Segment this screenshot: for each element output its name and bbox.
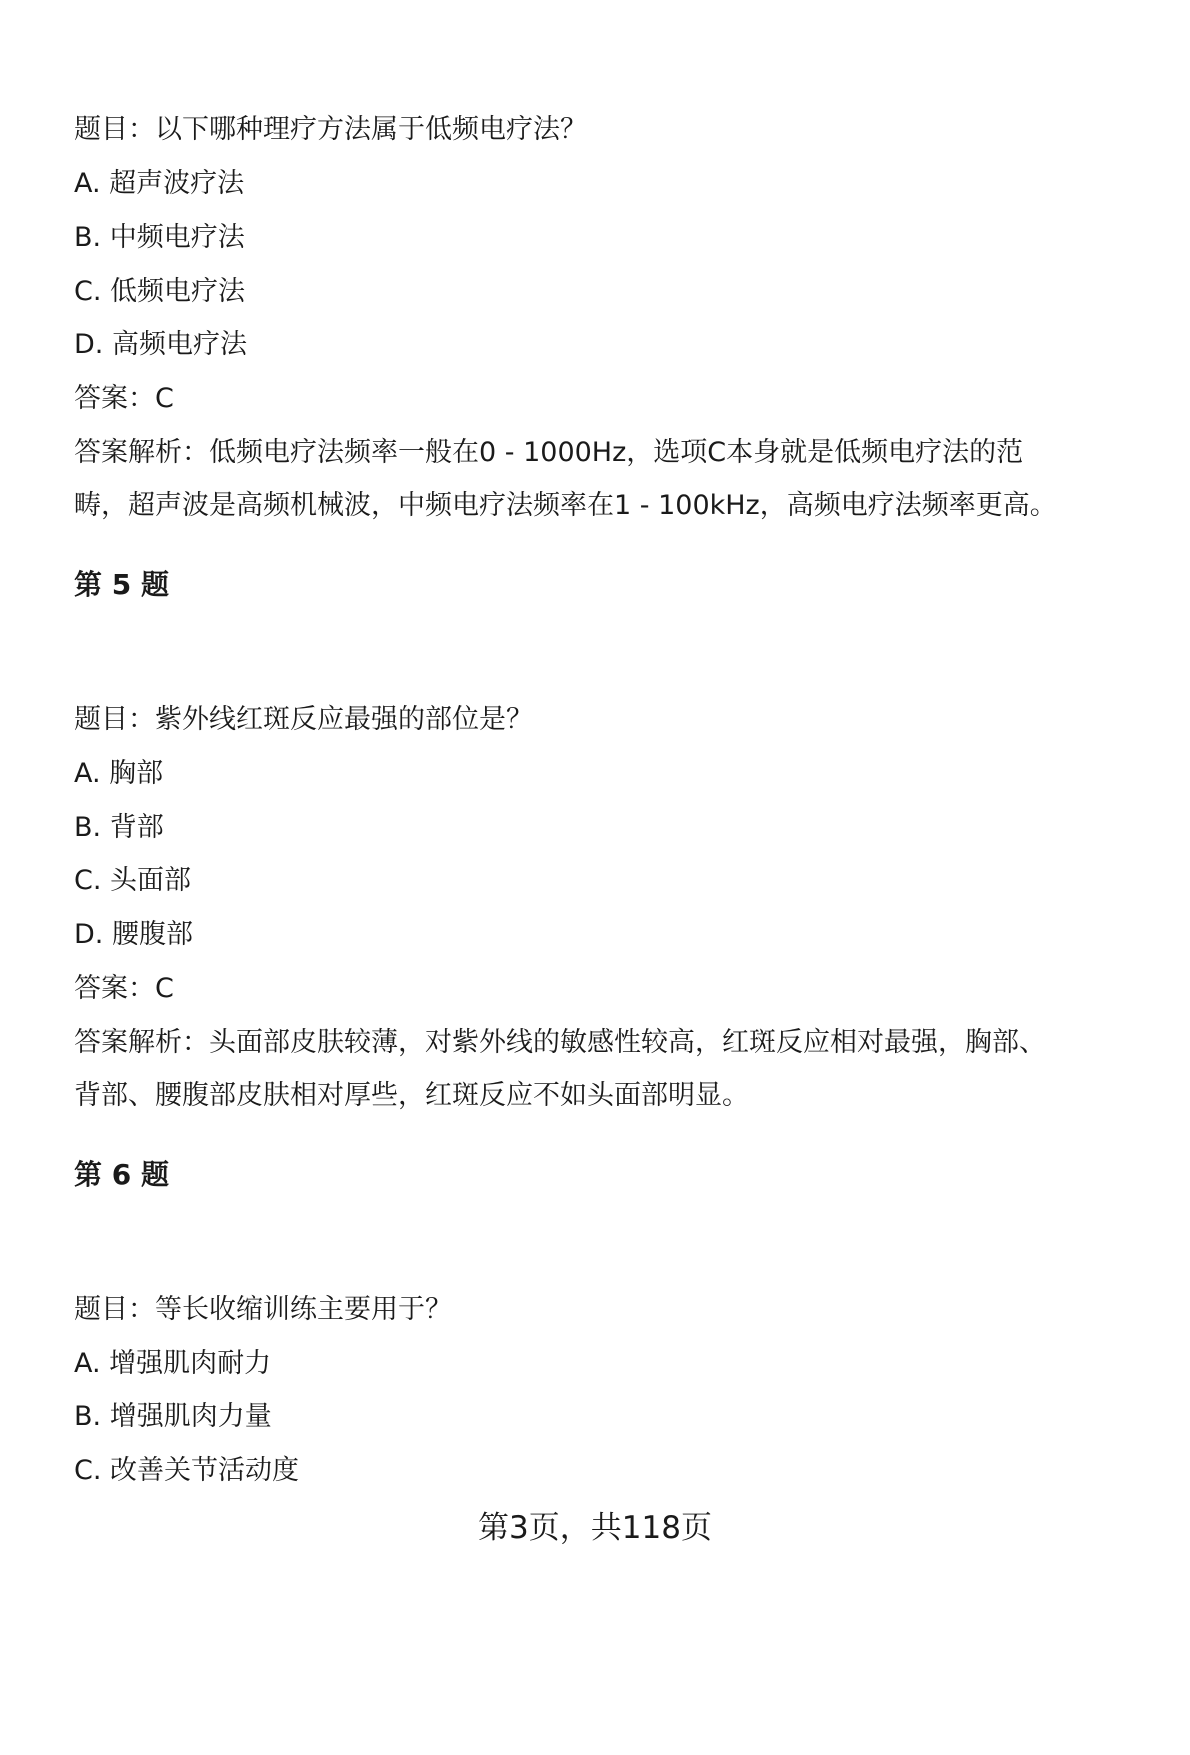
q4-option-b: B. 中频电疗法 bbox=[74, 222, 245, 253]
q4-analysis-line-1: 答案解析：低频电疗法频率一般在0 - 1000Hz，选项C本身就是低频电疗法的范 bbox=[74, 437, 1024, 468]
q5-analysis-line-1: 答案解析：头面部皮肤较薄，对紫外线的敏感性较高，红斑反应相对最强，胸部、 bbox=[74, 1027, 1046, 1058]
q6-option-c: C. 改善关节活动度 bbox=[74, 1455, 300, 1486]
q4-option-d: D. 高频电疗法 bbox=[74, 329, 247, 360]
q4-option-c: C. 低频电疗法 bbox=[74, 276, 246, 307]
q4-answer: 答案：C bbox=[74, 383, 174, 414]
q5-heading: 第 5 题 bbox=[74, 568, 169, 601]
q4-question: 题目：以下哪种理疗方法属于低频电疗法？ bbox=[74, 114, 587, 145]
q6-option-a: A. 增强肌肉耐力 bbox=[74, 1348, 272, 1379]
q5-option-b: B. 背部 bbox=[74, 812, 164, 843]
q5-question: 题目：紫外线红斑反应最强的部位是？ bbox=[74, 704, 533, 735]
q6-heading: 第 6 题 bbox=[74, 1158, 169, 1191]
q5-option-d: D. 腰腹部 bbox=[74, 919, 193, 950]
q4-option-a: A. 超声波疗法 bbox=[74, 168, 245, 199]
q5-option-c: C. 头面部 bbox=[74, 865, 192, 896]
q4-analysis-line-2: 畴，超声波是高频机械波，中频电疗法频率在1 - 100kHz，高频电疗法频率更高。 bbox=[74, 490, 1057, 521]
q6-option-b: B. 增强肌肉力量 bbox=[74, 1401, 272, 1432]
q6-question: 题目：等长收缩训练主要用于？ bbox=[74, 1294, 452, 1325]
page-indicator: 第3页，共118页 bbox=[478, 1510, 712, 1546]
q5-option-a: A. 胸部 bbox=[74, 758, 164, 789]
q5-analysis-line-2: 背部、腰腹部皮肤相对厚些，红斑反应不如头面部明显。 bbox=[74, 1080, 749, 1111]
q5-answer: 答案：C bbox=[74, 973, 174, 1004]
